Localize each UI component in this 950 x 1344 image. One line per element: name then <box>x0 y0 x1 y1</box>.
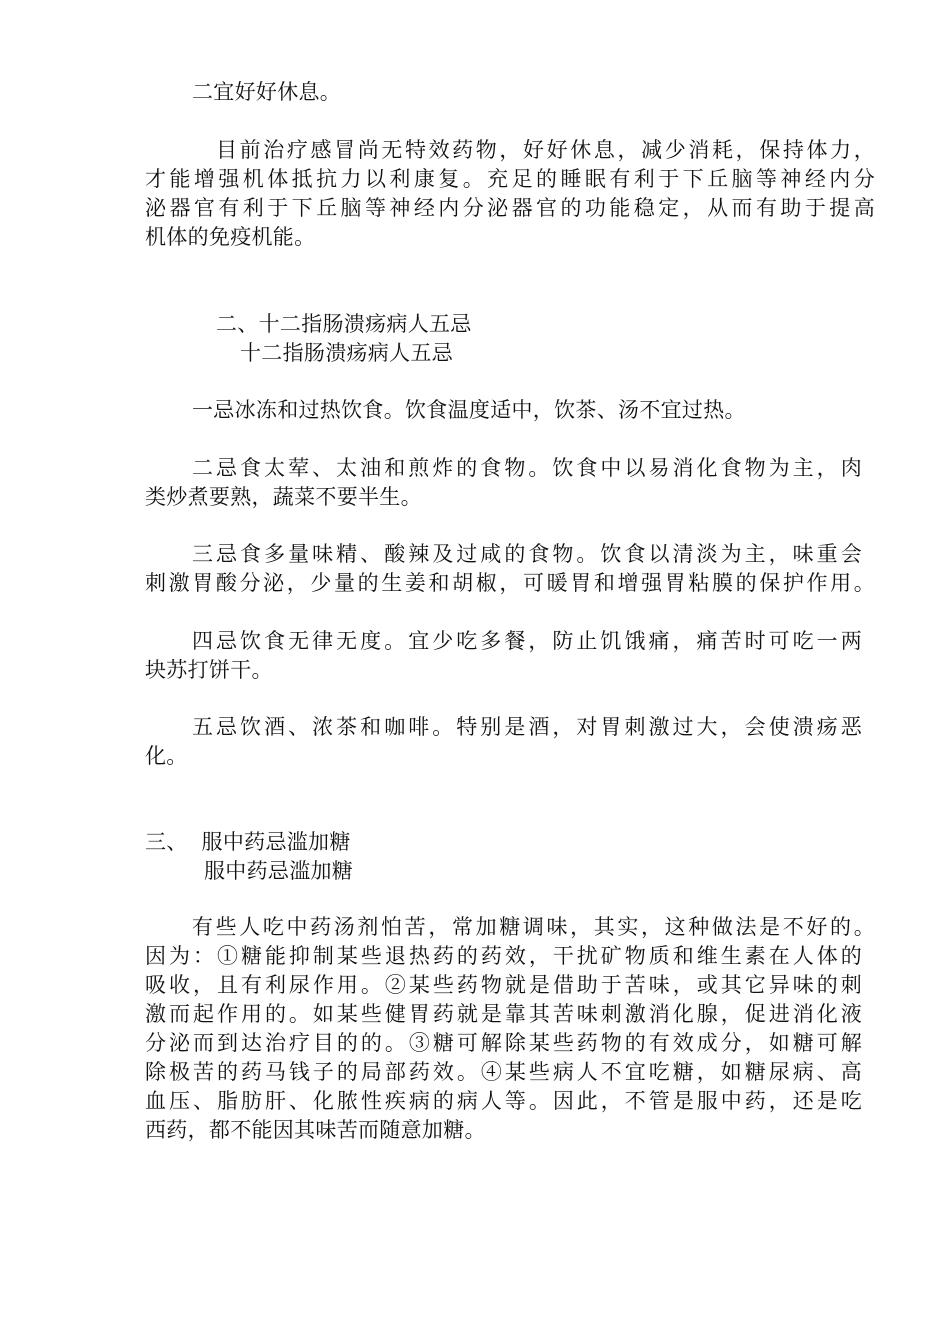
rest-paragraph-line: 机体的免疫机能。 <box>145 225 316 249</box>
rest-paragraph-line: 泌器官有利于下丘脑等神经内分泌器官的功能稳定，从而有助于提高 <box>145 196 875 220</box>
rest-paragraph-line: 才能增强机体抵抗力以利康复。充足的睡眠有利于下丘脑等神经内分 <box>145 167 875 191</box>
sugar-paragraph-line: 激而起作用的。如某些健胃药就是靠其苦味刺激消化腺，促进消化液 <box>145 1002 862 1026</box>
ulcer-item-2-line: 类炒煮要熟，蔬菜不要半生。 <box>145 485 422 509</box>
ulcer-item-3-line: 刺激胃酸分泌，少量的生姜和胡椒，可暖胃和增强胃粘膜的保护作用。 <box>145 571 875 595</box>
sugar-heading: 三、 服中药忌滥加糖 <box>145 830 351 854</box>
ulcer-item-5-line: 化。 <box>145 744 188 768</box>
sugar-paragraph-line: 血压、脂肪肝、化脓性疾病的病人等。因此，不管是服中药，还是吃 <box>145 1089 862 1113</box>
rest-heading: 二宜好好休息。 <box>192 80 342 104</box>
ulcer-item-5-line: 五忌饮酒、浓茶和咖啡。特别是酒，对胃刺激过大，会使溃疡恶 <box>192 715 862 739</box>
ulcer-item-3-line: 三忌食多量味精、酸辣及过咸的食物。饮食以清淡为主，味重会 <box>192 542 862 566</box>
sugar-subheading: 服中药忌滥加糖 <box>204 859 354 883</box>
sugar-paragraph-line: 西药，都不能因其味苦而随意加糖。 <box>145 1118 486 1142</box>
sugar-paragraph-line: 分泌而到达治疗目的的。③糖可解除某些药物的有效成分，如糖可解 <box>145 1031 862 1055</box>
sugar-paragraph-line: 吸收，且有利尿作用。②某些药物就是借助于苦味，或其它异味的刺 <box>145 973 862 997</box>
ulcer-item-2-line: 二忌食太荤、太油和煎炸的食物。饮食中以易消化食物为主，肉 <box>192 456 862 480</box>
ulcer-item-4-line: 块苏打饼干。 <box>145 658 273 682</box>
ulcer-heading: 二、十二指肠溃疡病人五忌 <box>216 312 472 336</box>
sugar-paragraph-line: 有些人吃中药汤剂怕苦，常加糖调味，其实，这种做法是不好的。 <box>192 915 875 939</box>
ulcer-subheading: 十二指肠溃疡病人五忌 <box>240 341 453 365</box>
sugar-paragraph-line: 除极苦的药马钱子的局部药效。④某些病人不宜吃糖，如糖尿病、高 <box>145 1060 862 1084</box>
rest-paragraph-line: 目前治疗感冒尚无特效药物，好好休息，减少消耗，保持体力， <box>216 138 875 162</box>
ulcer-item-4-line: 四忌饮食无律无度。宜少吃多餐，防止饥饿痛，痛苦时可吃一两 <box>192 629 862 653</box>
sugar-paragraph-line: 因为：①糖能抑制某些退热药的药效，干扰矿物质和维生素在人体的 <box>145 944 862 968</box>
ulcer-item-1: 一忌冰冻和过热饮食。饮食温度适中，饮茶、汤不宜过热。 <box>192 398 746 422</box>
